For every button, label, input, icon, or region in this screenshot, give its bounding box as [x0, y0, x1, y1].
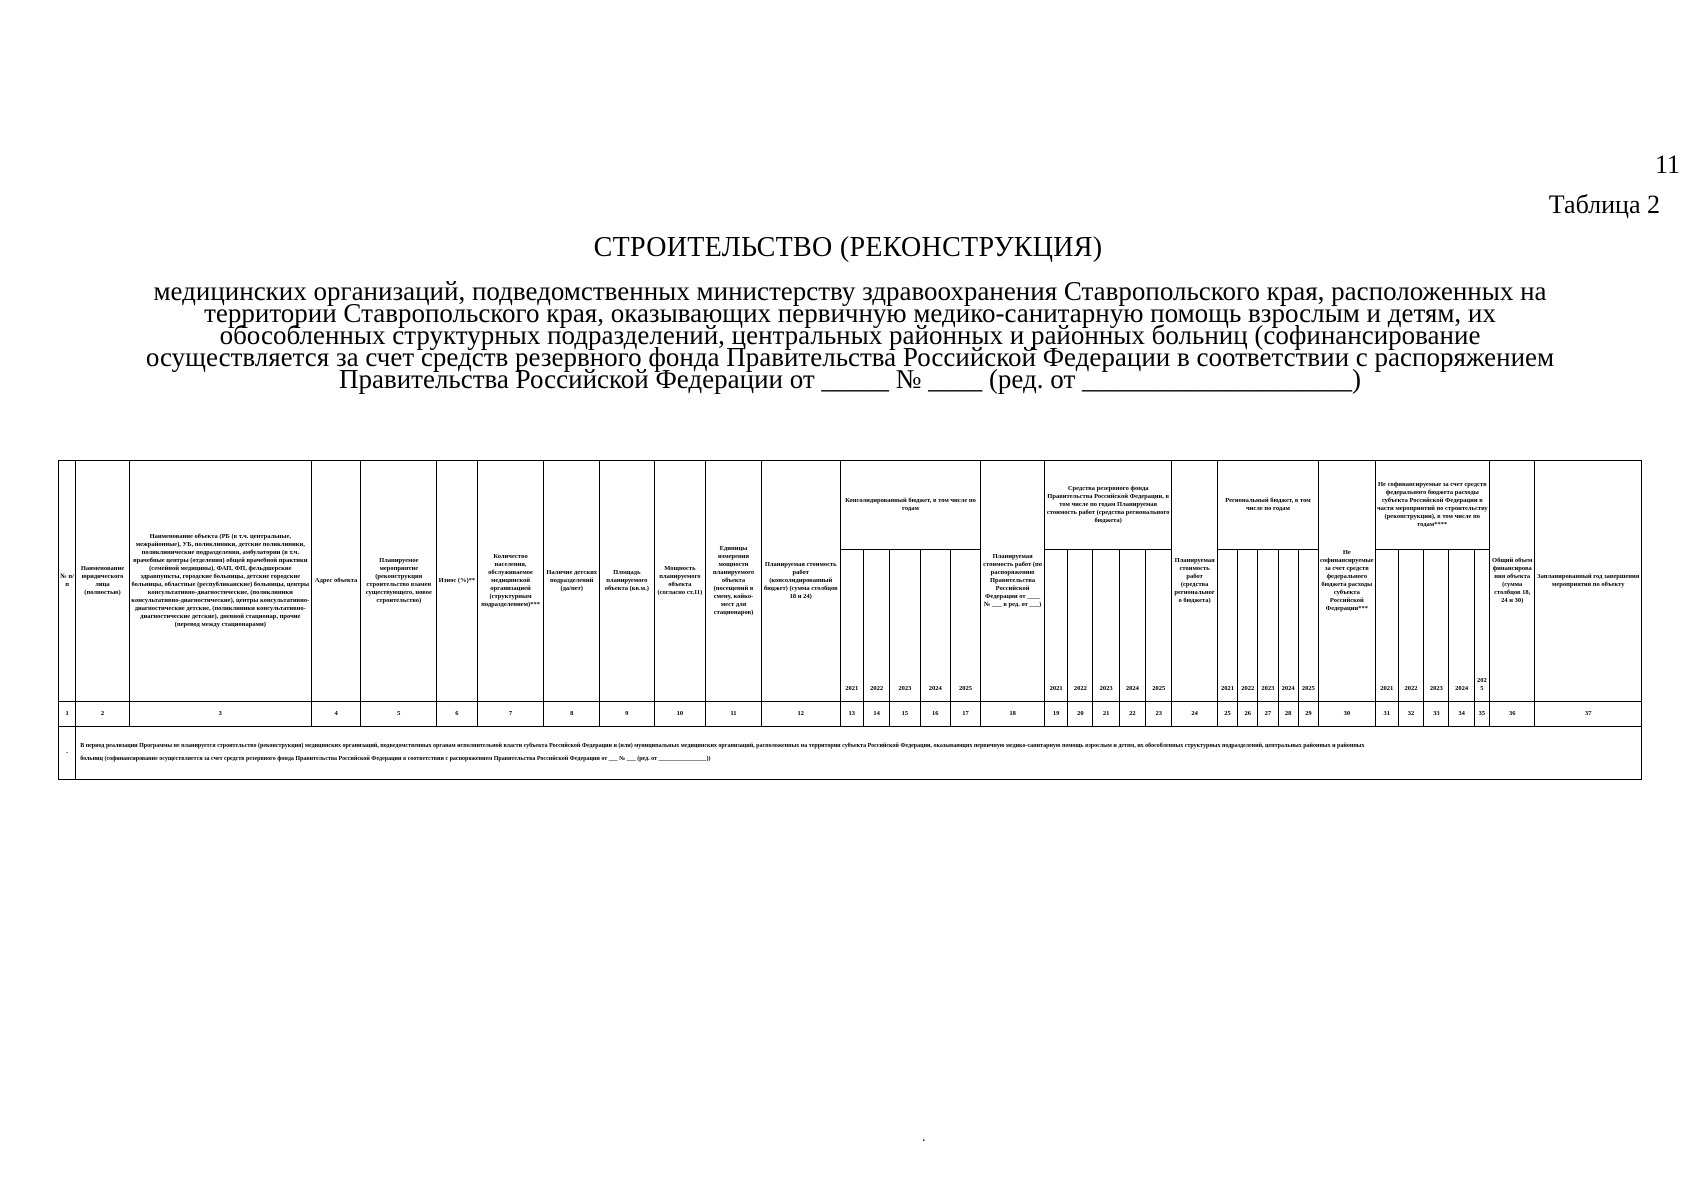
column-number: 3: [129, 702, 311, 727]
group-header-consolidated: Консолидированный бюджет, в том числе по годам: [840, 461, 981, 550]
column-number: 35: [1474, 702, 1489, 727]
column-numbers-row: [59, 702, 1642, 727]
column-number: 10: [654, 702, 706, 727]
column-number: 19: [1044, 702, 1067, 727]
column-number: 20: [1068, 702, 1093, 727]
header-cell: Наименование объекта (РБ (в т.ч. центральные, межрайонные), УБ, поликлиники, детские поликлиники, поликлинические подразделения, амбулатории (в т.ч. врачебные центры (отделения) общей врачебной практики (семейной медицины), ФАП, ФП, фельдшерские здравпункты, городские больницы, детские городские больницы, областные (республиканские) больницы, центры консультативно-диагностические, (поликлиники консультативно-диагностические), центры консультативно-диагностические детские, (поликлиники консультативно-диагностические детские), дневной стационар, прочие (перевод между стационарами): [129, 461, 311, 702]
header-cell: Запланированный год завершения мероприятия по объекту: [1535, 461, 1642, 702]
year-cell: 2023: [1424, 550, 1449, 702]
column-number: 23: [1146, 702, 1172, 727]
year-cell: 2022: [863, 550, 889, 702]
column-number: 17: [950, 702, 980, 727]
header-cell: Наименование юридического лица (полностью): [76, 461, 130, 702]
column-number: 2: [76, 702, 130, 727]
column-number: 26: [1238, 702, 1258, 727]
header-cell: Износ (%)**: [437, 461, 477, 702]
subtitle-line: территории Ставропольского края, оказывающих первичную медико-санитарную помощь взрослым и детям, их: [204, 298, 1496, 328]
footer-mark: .: [922, 1130, 926, 1145]
header-cell: Площадь планируемого объекта (кв.м.): [600, 461, 655, 702]
year-cell: 2024: [1449, 550, 1474, 702]
page-number: 11: [1654, 150, 1680, 179]
year-cell: 2024: [920, 550, 950, 702]
column-number: 28: [1278, 702, 1298, 727]
column-number: 7: [477, 702, 544, 727]
subtitle-line: обособленных структурных подразделений, центральных районных и районных больниц (софинансирование: [219, 320, 1481, 350]
header-cell: Наличие детских подразделений (да/нет): [544, 461, 600, 702]
year-cell: 2022: [1238, 550, 1258, 702]
year-cell: 2023: [890, 550, 920, 702]
subtitle-line: Правительства Российской Федерации от _____ № ____ (ред. от ____________________): [339, 364, 1361, 394]
column-number: 34: [1449, 702, 1474, 727]
header-cell: Количество населения, обслуживаемое медицинской организацией (структурным подразделением)***: [477, 461, 544, 702]
year-cell: 2023: [1258, 550, 1278, 702]
year-cell: 2025: [950, 550, 980, 702]
year-cell: 2022: [1398, 550, 1423, 702]
subtitle-line: осуществляется за счет средств резервного фонда Правительства Российской Федерации в соответствии с распоряжением: [145, 342, 1555, 372]
column-number: 29: [1298, 702, 1318, 727]
column-number: 6: [437, 702, 477, 727]
column-number: 13: [840, 702, 863, 727]
column-number: 16: [920, 702, 950, 727]
column-number: 1: [59, 702, 76, 727]
financing-table: [58, 460, 1642, 780]
year-cell: 2022: [1068, 550, 1093, 702]
column-number: 4: [311, 702, 361, 727]
header-cell: Планируемая стоимость работ (средства регионального бюджета): [1172, 461, 1218, 702]
column-number: 33: [1424, 702, 1449, 727]
group-header-reserve-fund: Средства резервного фонда Правительства Российской Федерации, в том числе по годам Планируемая стоимость работ (средства регионального бюджета): [1044, 461, 1171, 550]
column-number: 18: [981, 702, 1045, 727]
column-number: 22: [1119, 702, 1145, 727]
column-number: 15: [890, 702, 920, 727]
header-cell: Планируемая стоимость работ (по распоряжению Правительства Российской Федерации от ____ № ___ в ред. от ___): [981, 461, 1045, 702]
column-number: 21: [1093, 702, 1119, 727]
year-cell: 2025: [1474, 550, 1489, 702]
note-dash: -: [59, 727, 76, 780]
header-cell: Не софинансируемые за счет средств федерального бюджета расходы субъекта Российской Федерации***: [1319, 461, 1376, 702]
note-row: [59, 727, 1642, 780]
column-number: 36: [1489, 702, 1535, 727]
header-cell: Мощность планируемого объекта (согласно ст.11): [654, 461, 706, 702]
note-text-line: В период реализации Программы не планируется строительство (реконструкция) медицинских организаций, подведомственных органам исполнительной власти субъекта Российской Федерации и (или) муниципальных медицинских организаций, расположенных на территории субъекта Российской Федерации, оказывающих первичную медико-санитарную помощь взрослым и детям, их обособленных структурных подразделений, центральных районных и районных: [80, 743, 1365, 749]
column-number: 32: [1398, 702, 1423, 727]
column-number: 9: [600, 702, 655, 727]
column-number: 14: [863, 702, 889, 727]
note-text: [76, 727, 1642, 780]
table-label: Таблица 2: [1548, 190, 1660, 219]
year-cell: 2025: [1298, 550, 1318, 702]
year-cell: 2021: [1217, 550, 1237, 702]
year-cell: 2021: [840, 550, 863, 702]
year-cell: 2021: [1044, 550, 1067, 702]
year-cell: 2021: [1375, 550, 1398, 702]
group-header-not-cofinanced: Не софинансируемые за счет средств федерального бюджета расходы субъекта Российской Федерации в части мероприятий по строительству (реконструкции), в том числе по годам****: [1375, 461, 1489, 550]
column-number: 25: [1217, 702, 1237, 727]
header-cell: Адрес объекта: [311, 461, 361, 702]
column-number: 27: [1258, 702, 1278, 727]
column-number: 11: [706, 702, 762, 727]
year-cell: 2024: [1119, 550, 1145, 702]
header-cell: Единицы измерения мощности планируемого объекта (посещений в смену, койко-мест для стационаров): [706, 461, 762, 702]
column-number: 24: [1172, 702, 1218, 727]
header-cell: № п/п: [59, 461, 76, 702]
group-header-regional: Региональный бюджет, в том числе по годам: [1217, 461, 1318, 550]
header-cell: Планируемая стоимость работ (консолидированный бюджет) (сумма столбцов 18 и 24): [761, 461, 840, 702]
subtitle-line: медицинских организаций, подведомственных министерству здравоохранения Ставропольского края, расположенных на: [153, 276, 1547, 306]
year-cell: 2025: [1146, 550, 1172, 702]
header-cell: Общий объем финансирования объекта (сумма столбцов 18, 24 и 30): [1489, 461, 1535, 702]
column-number: 31: [1375, 702, 1398, 727]
note-text-line: больниц (софинансирование осуществляется за счет средств резервного фонда Правительства Российской Федерации в соответствии с распоряжением Правительства Российской Федерации от ___ № ___ (ред. от ________________)): [80, 756, 711, 762]
column-number: 5: [361, 702, 437, 727]
column-number: 30: [1319, 702, 1376, 727]
header-cell: Планируемое мероприятие (реконструкция строительство взамен существующего, новое строительство): [361, 461, 437, 702]
column-number: 37: [1535, 702, 1642, 727]
year-cell: 2024: [1278, 550, 1298, 702]
document-subtitle: [70, 276, 1630, 394]
column-number: 8: [544, 702, 600, 727]
year-cell: 2023: [1093, 550, 1119, 702]
document-title: СТРОИТЕЛЬСТВО (РЕКОНСТРУКЦИЯ): [593, 232, 1103, 263]
column-number: 12: [761, 702, 840, 727]
